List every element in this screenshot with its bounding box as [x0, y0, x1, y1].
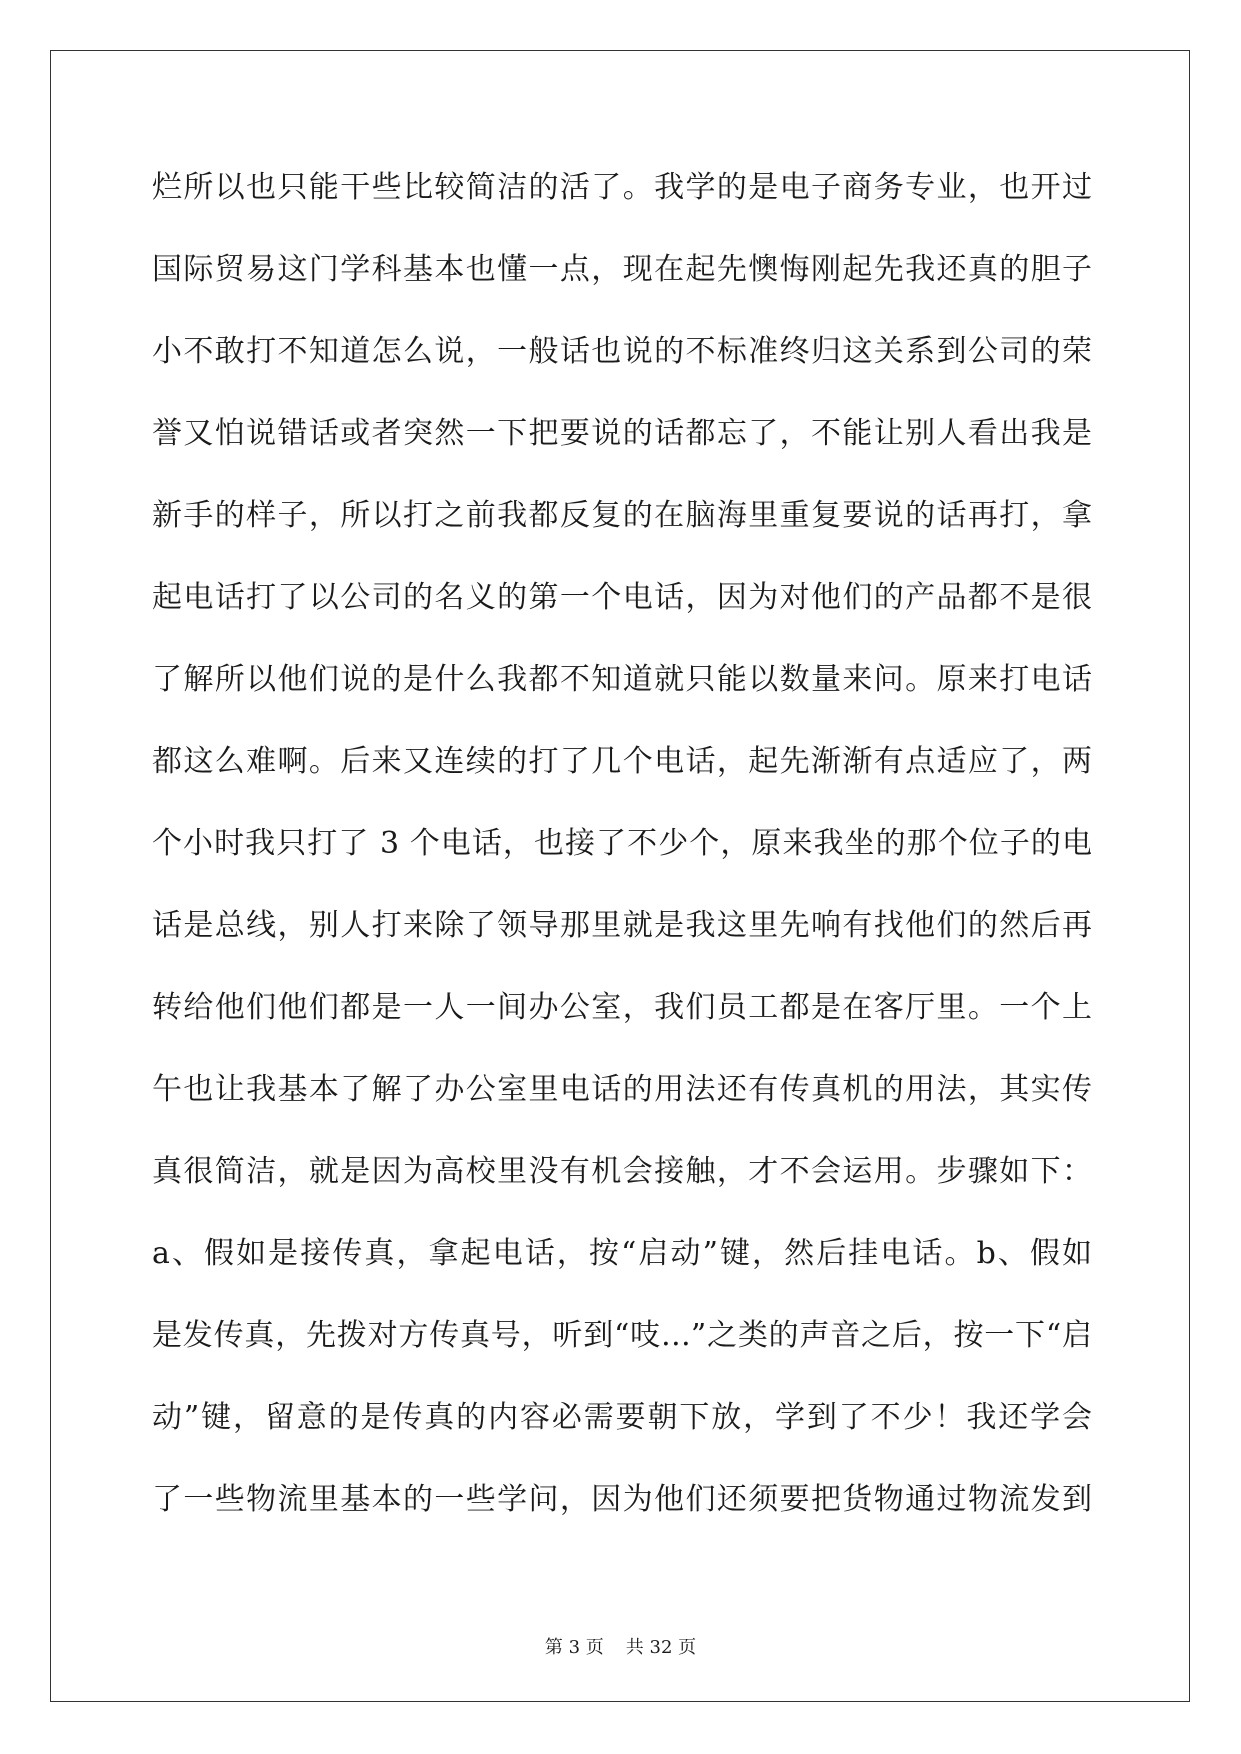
- text-line: 小不敢打不知道怎么说，一般话也说的不标准终归这关系到公司的荣: [152, 334, 1092, 369]
- text-line: 都这么难啊。后来又连续的打了几个电话，起先渐渐有点适应了，两: [152, 744, 1092, 779]
- text-line: 了解所以他们说的是什么我都不知道就只能以数量来问。原来打电话: [152, 662, 1092, 697]
- text-line: a、假如是接传真，拿起电话，按“启动”键，然后挂电话。b、假如: [152, 1236, 1092, 1271]
- text-line: 午也让我基本了解了办公室里电话的用法还有传真机的用法，其实传: [152, 1072, 1092, 1107]
- text-line: 誉又怕说错话或者突然一下把要说的话都忘了，不能让别人看出我是: [152, 416, 1092, 451]
- text-line: 起电话打了以公司的名义的第一个电话，因为对他们的产品都不是很: [152, 580, 1092, 615]
- page-number-current: 第 3 页: [544, 1637, 604, 1658]
- text-line: 动”键，留意的是传真的内容必需要朝下放，学到了不少！我还学会: [152, 1400, 1092, 1435]
- text-line: 了一些物流里基本的一些学问，因为他们还须要把货物通过物流发到: [152, 1482, 1092, 1517]
- text-line: 个小时我只打了 3 个电话，也接了不少个，原来我坐的那个位子的电: [152, 826, 1092, 861]
- page-footer: [0, 1636, 1241, 1660]
- text-line: 是发传真，先拨对方传真号，听到“吱…”之类的声音之后，按一下“启: [152, 1318, 1092, 1353]
- document-body: [152, 156, 1092, 1550]
- text-line: 烂所以也只能干些比较简洁的活了。我学的是电子商务专业，也开过: [152, 170, 1092, 205]
- text-line: 话是总线，别人打来除了领导那里就是我这里先响有找他们的然后再: [152, 908, 1092, 943]
- page-number-total: 共 32 页: [625, 1637, 697, 1658]
- text-line: 国际贸易这门学科基本也懂一点，现在起先懊悔刚起先我还真的胆子: [152, 252, 1092, 287]
- text-line: 新手的样子，所以打之前我都反复的在脑海里重复要说的话再打，拿: [152, 498, 1092, 533]
- text-line: 转给他们他们都是一人一间办公室，我们员工都是在客厅里。一个上: [152, 990, 1092, 1025]
- text-line: 真很简洁，就是因为高校里没有机会接触，才不会运用。步骤如下：: [152, 1154, 1092, 1189]
